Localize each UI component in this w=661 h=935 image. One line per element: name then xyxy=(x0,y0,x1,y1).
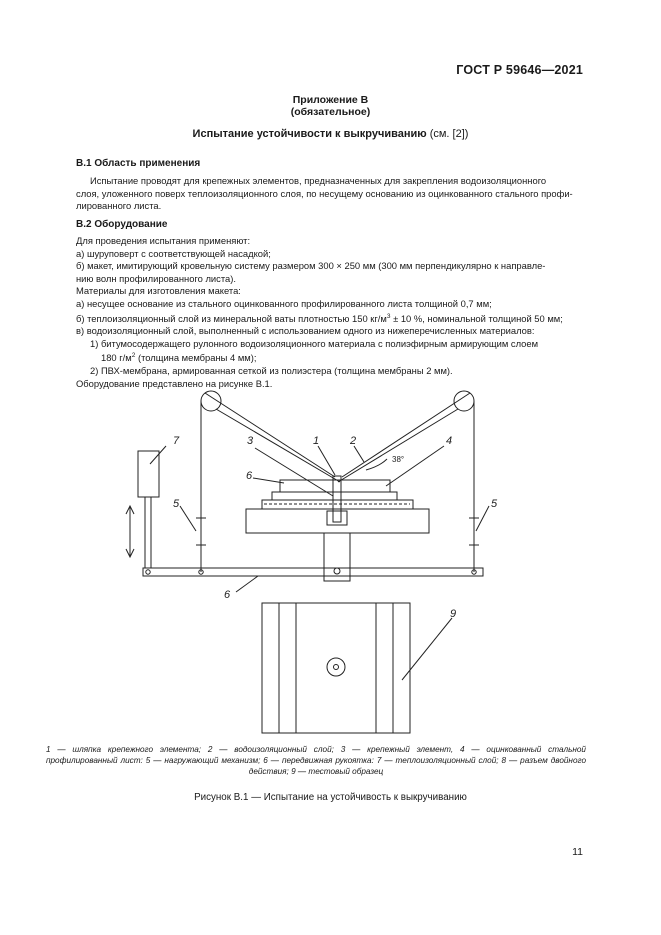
angle-label: 38° xyxy=(392,455,405,464)
list-item-text: ± 10 %, номинальной толщиной 50 мм; xyxy=(390,312,563,324)
annex-title: Приложение В xyxy=(292,94,369,106)
label-5-left: 5 xyxy=(173,498,180,510)
specimen-fastener-hole xyxy=(327,658,345,676)
sub-list-item: 1) битумосодержащего рулонного водоизоляционного материала с полиэфирным армирующим слоем xyxy=(90,337,539,349)
label-6: 6 xyxy=(224,589,231,601)
superscript: 2 xyxy=(131,352,136,360)
list-item: в) водоизоляционный слой, выполненный с использованием одного из нижеперечисленных материалов: xyxy=(76,325,535,337)
section-b2-title: В.2 Оборудование xyxy=(76,219,168,230)
label-2: 2 xyxy=(350,435,357,447)
list-item-text: (толщина мембраны 4 мм); xyxy=(135,352,257,364)
paragraph-line: слоя, уложенного поверх теплоизоляционного слоя, по несущему основанию из оцинкованного стального профи- xyxy=(76,187,573,199)
document-code: ГОСТ Р 59646—2021 xyxy=(456,63,583,77)
label-3: 3 xyxy=(247,435,254,447)
annex-heading xyxy=(0,128,661,140)
label-4: 4 xyxy=(446,435,453,447)
paragraph-line: нию волн профилированного листа). xyxy=(76,272,236,284)
page-number: 11 xyxy=(572,846,583,858)
fastener-socket xyxy=(327,511,347,525)
left-cable-inner xyxy=(216,409,340,482)
label-9: 9 xyxy=(450,608,457,620)
paragraph-line: Испытание проводят для крепежных элементов, предназначенных для закрепления водоизоляционного xyxy=(90,175,547,186)
base-plate xyxy=(246,509,429,533)
paragraph-line: Для проведения испытания применяют: xyxy=(76,235,251,246)
fastener xyxy=(333,476,341,522)
movable-handle-bar xyxy=(143,568,483,576)
section-b1-paragraph xyxy=(76,175,584,213)
section-b1-title: В.1 Область применения xyxy=(76,158,201,169)
sub-list-item-continuation xyxy=(76,350,584,365)
label-5-right: 5 xyxy=(491,498,498,510)
test-specimen xyxy=(262,603,410,733)
stem-pivot xyxy=(334,568,340,574)
list-item: а) шуруповерт с соответствующей насадкой; xyxy=(76,247,271,259)
list-item: а) несущее основание из стального оцинкованного профилированного листа толщиной 0,7 мм; xyxy=(76,297,492,309)
annex-heading-ref: (см. [2]) xyxy=(426,128,469,140)
figure-legend: 1 — шляпка крепежного элемента; 2 — водоизоляционный слой; 3 — крепежный элемент, 4 — оцинкованный стальной профилированный лист: 5 — нагружающий механизм; 6 — передвижная рукоятка: 7 — теплоизоляционный слой; 8 — разъем двойного действия; 9 — тестовый образец xyxy=(46,745,586,777)
label-1: 1 xyxy=(313,435,320,447)
list-item: б) макет, имитирующий кровельную систему размером 300 × 250 мм (300 мм перпендикулярно к направле- xyxy=(76,260,546,272)
paragraph-line: Материалы для изготовления макета: xyxy=(76,285,241,297)
figure-b1-drawing xyxy=(0,384,661,744)
label-7: 6 xyxy=(246,470,253,482)
insulation-layer xyxy=(280,480,390,492)
paragraph-line: Оборудование представлено на рисунке В.1. xyxy=(76,377,273,389)
label-8: 7 xyxy=(173,435,180,447)
paragraph-line: лированного листа. xyxy=(76,200,162,212)
superscript: 3 xyxy=(386,312,391,320)
list-item xyxy=(76,311,584,326)
section-b2-body xyxy=(76,235,584,390)
sub-list-item: 2) ПВХ-мембрана, армированная сеткой из полиэстера (толщина мембраны 2 мм). xyxy=(90,365,453,377)
annex-status: (обязательное) xyxy=(290,106,371,118)
list-item-text: б) теплоизоляционный слой из минеральной ваты плотностью 150 кг/м xyxy=(76,312,387,324)
waterproofing-layer xyxy=(272,492,397,500)
figure-caption: Рисунок В.1 — Испытание на устойчивость к выкручиванию xyxy=(194,792,467,803)
annex-heading-main: Испытание устойчивости к выкручиванию xyxy=(192,128,427,140)
list-item-text: 180 г/м xyxy=(101,352,132,364)
